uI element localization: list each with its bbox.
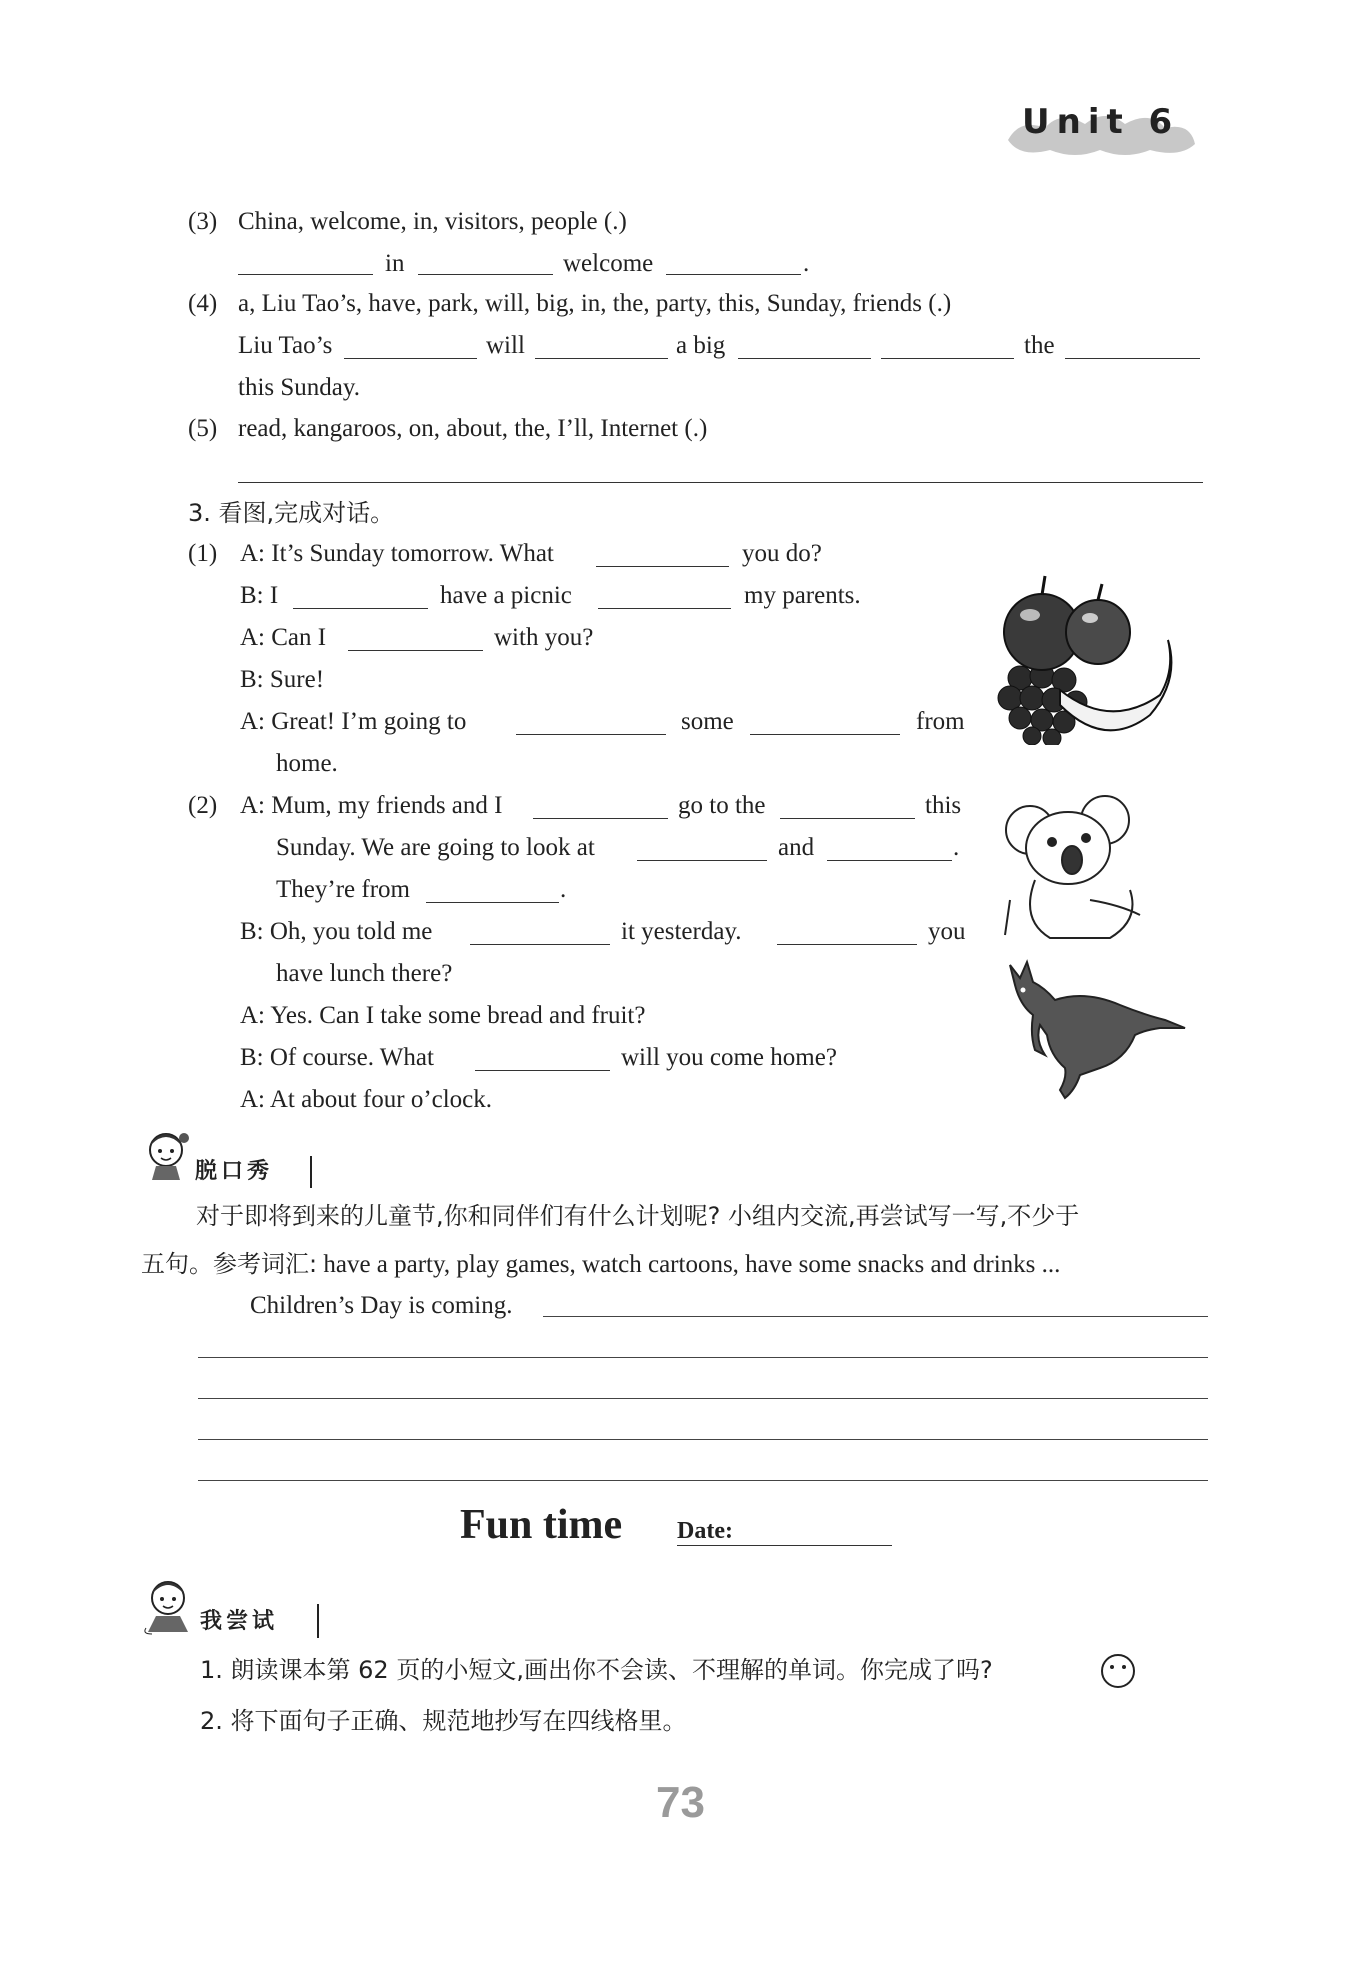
dialogue-text: you do? xyxy=(742,540,822,567)
item-3-number: (3) xyxy=(188,208,218,235)
writing-line[interactable] xyxy=(198,1398,1208,1399)
dialogue-text: A: Great! I’m going to xyxy=(240,708,467,735)
item-4-word-liutao: Liu Tao’s xyxy=(238,332,333,359)
dialogue-text: A: Yes. Can I take some bread and fruit? xyxy=(240,1002,646,1029)
title-divider xyxy=(310,1156,312,1188)
talk-show-prompt-vocab xyxy=(141,1248,1060,1281)
answer-line[interactable] xyxy=(238,482,1203,483)
smiley-checkbox-icon[interactable] xyxy=(1099,1652,1137,1690)
dialogue-text: will you come home? xyxy=(621,1044,837,1071)
dialogue-text: B: Oh, you told me xyxy=(240,918,433,945)
dialogue-text: A: Mum, my friends and I xyxy=(240,792,503,819)
dialogue-text: B: Of course. What xyxy=(240,1044,434,1071)
dialogue-text: it yesterday. xyxy=(621,918,742,945)
item-3-word-welcome: welcome xyxy=(563,250,654,277)
item-4-word-abig: a big xyxy=(676,332,726,359)
title-divider xyxy=(317,1604,319,1638)
apples-icon xyxy=(1004,576,1130,670)
page-number: 73 xyxy=(656,1778,705,1827)
try-it-item-2: 2. 将下面句子正确、规范地抄写在四线格里。 xyxy=(200,1707,687,1735)
koala-illustration xyxy=(990,790,1160,940)
writing-line[interactable] xyxy=(543,1316,1208,1317)
dialogue-text: go to the xyxy=(678,792,766,819)
talk-show-title: 脱口秀 xyxy=(195,1159,274,1184)
date-label: Date: xyxy=(677,1518,733,1544)
item-4-line2: this Sunday. xyxy=(238,374,360,401)
item-4-word-the: the xyxy=(1024,332,1055,359)
answer-blank[interactable] xyxy=(470,944,610,945)
answer-blank[interactable] xyxy=(881,358,1014,359)
unit-header xyxy=(1000,100,1200,158)
item-3-word-in: in xyxy=(385,250,405,277)
answer-blank[interactable] xyxy=(596,566,729,567)
answer-blank[interactable] xyxy=(598,608,731,609)
dialogue-text: A: Can I xyxy=(240,624,327,651)
dialogue-text: They’re from xyxy=(276,876,410,903)
dialogue-text: home. xyxy=(276,750,338,777)
vocab-list: have a party, play games, watch cartoons, have some snacks and drinks ... xyxy=(317,1251,1061,1278)
talk-show-prompt: 对于即将到来的儿童节,你和同伴们有什么计划呢? 小组内交流,再尝试写一写,不少于 xyxy=(196,1202,1080,1230)
fruit-illustration xyxy=(990,570,1190,745)
kangaroo-illustration xyxy=(995,950,1195,1100)
dialogue-text: . xyxy=(953,834,960,861)
answer-blank[interactable] xyxy=(293,608,428,609)
dialogue-text: my parents. xyxy=(744,582,861,609)
item-4-words: a, Liu Tao’s, have, park, will, big, in, the, party, this, Sunday, friends (.) xyxy=(238,290,952,317)
try-it-title: 我尝试 xyxy=(200,1609,279,1634)
fun-time-title: Fun time xyxy=(460,1502,623,1548)
item-4-word-will: will xyxy=(486,332,525,359)
try-it-item-1: 1. 朗读课本第 62 页的小短文,画出你不会读、不理解的单词。你完成了吗? xyxy=(200,1656,993,1684)
answer-blank[interactable] xyxy=(666,274,801,275)
answer-blank[interactable] xyxy=(750,734,900,735)
dialogue-text: A: At about four o’clock. xyxy=(240,1086,493,1113)
answer-blank[interactable] xyxy=(827,860,952,861)
writing-line[interactable] xyxy=(198,1439,1208,1440)
dialogue-text: . xyxy=(560,876,567,903)
item-3-period: . xyxy=(803,250,810,277)
writing-line[interactable] xyxy=(198,1480,1208,1481)
answer-blank[interactable] xyxy=(533,818,668,819)
item-5-words: read, kangaroos, on, about, the, I’ll, Internet (.) xyxy=(238,415,708,442)
dialogue-text: B: Sure! xyxy=(240,666,325,693)
writing-line[interactable] xyxy=(198,1357,1208,1358)
answer-blank[interactable] xyxy=(780,818,915,819)
answer-blank[interactable] xyxy=(1065,358,1200,359)
dialogue-text: have a picnic xyxy=(440,582,572,609)
answer-blank[interactable] xyxy=(738,358,871,359)
dialogue-text: B: I xyxy=(240,582,279,609)
answer-blank[interactable] xyxy=(777,944,917,945)
dialogue-text: and xyxy=(778,834,815,861)
item-5-number: (5) xyxy=(188,415,218,442)
girl-mascot-icon xyxy=(142,1128,192,1183)
answer-blank[interactable] xyxy=(535,358,668,359)
writing-starter: Children’s Day is coming. xyxy=(250,1292,513,1319)
answer-blank[interactable] xyxy=(238,274,373,275)
dialogue-text: with you? xyxy=(494,624,594,651)
answer-blank[interactable] xyxy=(344,358,477,359)
answer-blank[interactable] xyxy=(516,734,666,735)
girl-mascot-icon xyxy=(142,1576,197,1636)
dialogue-text: this xyxy=(925,792,962,819)
dialogue-text: have lunch there? xyxy=(276,960,453,987)
answer-blank[interactable] xyxy=(348,650,483,651)
section-3-heading: 3. 看图,完成对话。 xyxy=(188,499,395,527)
item-3-words: China, welcome, in, visitors, people (.) xyxy=(238,208,627,235)
dialogue-text: some xyxy=(681,708,734,735)
dialogue-text: A: It’s Sunday tomorrow. What xyxy=(240,540,554,567)
answer-blank[interactable] xyxy=(637,860,767,861)
dialogue-text: from xyxy=(916,708,965,735)
vocab-label: 五句。参考词汇: xyxy=(141,1250,318,1278)
dialogue-text: Sunday. We are going to look at xyxy=(276,834,595,861)
answer-blank[interactable] xyxy=(418,274,553,275)
answer-blank[interactable] xyxy=(475,1070,610,1071)
unit-label: Unit 6 xyxy=(1022,102,1180,142)
dialogue-1-number: (1) xyxy=(188,540,218,567)
date-field[interactable] xyxy=(677,1545,892,1546)
dialogue-2-number: (2) xyxy=(188,792,218,819)
answer-blank[interactable] xyxy=(426,902,559,903)
item-4-number: (4) xyxy=(188,290,218,317)
dialogue-text: you xyxy=(928,918,966,945)
